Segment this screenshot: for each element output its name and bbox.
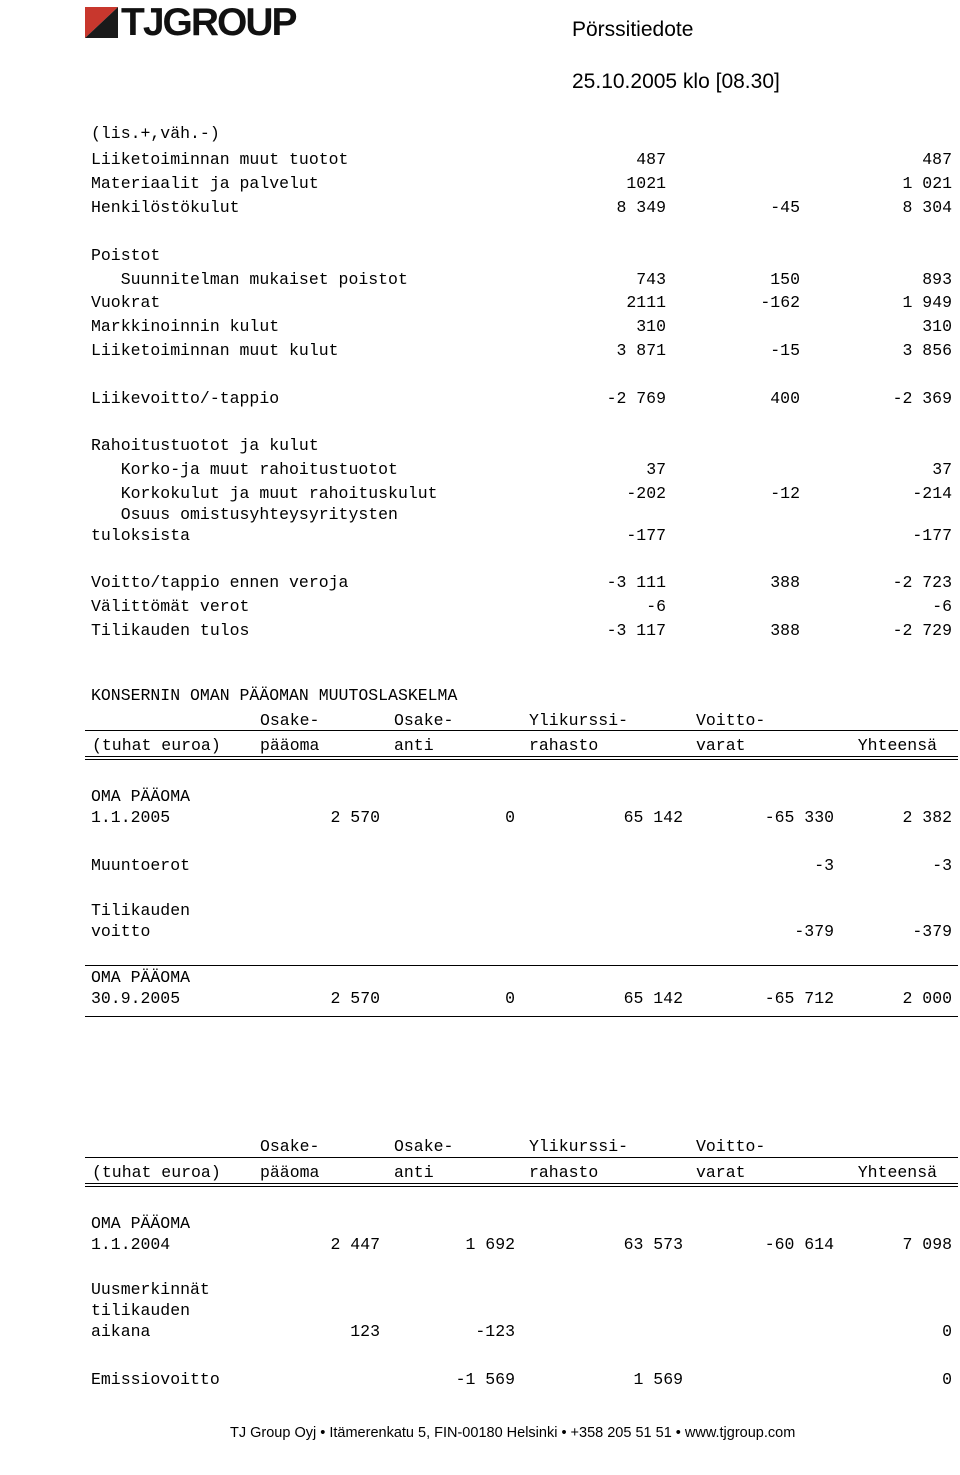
income-row-label: Suunnitelman mukaiset poistot bbox=[91, 270, 408, 289]
income-value-a: -3 111 bbox=[606, 573, 666, 592]
income-value-b: 388 bbox=[770, 573, 800, 592]
equity-cell: 1 569 bbox=[633, 1370, 683, 1389]
income-row-label: Henkilöstökulut bbox=[91, 198, 240, 217]
column-header-bottom: rahasto bbox=[529, 736, 599, 755]
income-row-label: Vuokrat bbox=[91, 293, 161, 312]
income-value-b: -162 bbox=[760, 293, 800, 312]
equity-cell: 2 570 bbox=[330, 989, 380, 1008]
column-header-bottom: rahasto bbox=[529, 1163, 599, 1182]
row-label: voitto bbox=[91, 922, 151, 941]
equity-cell: 7 098 bbox=[902, 1235, 952, 1254]
row-label: OMA PÄÄOMA bbox=[91, 787, 191, 806]
row-label: tilikauden bbox=[91, 1301, 191, 1320]
column-header-top: Osake- bbox=[394, 711, 454, 730]
row-label: 30.9.2005 bbox=[91, 989, 181, 1008]
document-type: Pörssitiedote bbox=[572, 18, 694, 41]
column-header-bottom: Yhteensä bbox=[857, 1163, 937, 1182]
income-value-a: -177 bbox=[626, 526, 666, 545]
income-value-total: -6 bbox=[932, 597, 952, 616]
income-value-total: -2 369 bbox=[892, 389, 952, 408]
row-label: OMA PÄÄOMA bbox=[91, 1214, 191, 1233]
footer-contact: TJ Group Oyj • Itämerenkatu 5, FIN-00180 Helsinki • +358 205 51 51 • www.tjgroup.com bbox=[230, 1425, 796, 1441]
income-value-total: -2 729 bbox=[892, 621, 952, 640]
income-row-label: Materiaalit ja palvelut bbox=[91, 174, 319, 193]
income-value-b: -12 bbox=[770, 484, 800, 503]
column-header-top: Voitto- bbox=[696, 1137, 766, 1156]
document-date: 25.10.2005 klo [08.30] bbox=[572, 70, 780, 93]
income-row-label: Poistot bbox=[91, 246, 161, 265]
income-row-label: Tilikauden tulos bbox=[91, 621, 250, 640]
income-value-b: -45 bbox=[770, 198, 800, 217]
income-row-label: Liiketoiminnan muut kulut bbox=[91, 341, 339, 360]
column-header-top: Osake- bbox=[260, 711, 320, 730]
income-value-total: 487 bbox=[922, 150, 952, 169]
row-label: Muuntoerot bbox=[91, 856, 191, 875]
income-value-b: -15 bbox=[770, 341, 800, 360]
column-header-bottom: anti bbox=[394, 1163, 434, 1182]
income-value-total: 37 bbox=[932, 460, 952, 479]
equity-cell: -123 bbox=[475, 1322, 515, 1341]
row-label: Uusmerkinnät bbox=[91, 1280, 210, 1299]
equity-cell: -379 bbox=[912, 922, 952, 941]
column-header-bottom: anti bbox=[394, 736, 434, 755]
equity-cell: -1 569 bbox=[455, 1370, 515, 1389]
income-row-label: Liikevoitto/-tappio bbox=[91, 389, 280, 408]
income-row-label: Välittömät verot bbox=[91, 597, 250, 616]
column-header-top: Osake- bbox=[260, 1137, 320, 1156]
income-value-a: -3 117 bbox=[606, 621, 666, 640]
equity-cell: 65 142 bbox=[623, 808, 683, 827]
equity-cell: -3 bbox=[932, 856, 952, 875]
income-note: (lis.+,väh.-) bbox=[91, 124, 220, 143]
row-label: aikana bbox=[91, 1322, 151, 1341]
income-row-label: Korkokulut ja muut rahoituskulut bbox=[91, 484, 438, 503]
income-value-a: 3 871 bbox=[616, 341, 666, 360]
income-row-label: Liiketoiminnan muut tuotot bbox=[91, 150, 349, 169]
column-header-top: Ylikurssi- bbox=[529, 711, 629, 730]
equity-cell: 65 142 bbox=[623, 989, 683, 1008]
equity-cell: 123 bbox=[350, 1322, 380, 1341]
row-label: Emissiovoitto bbox=[91, 1370, 220, 1389]
equity-cell: 0 bbox=[942, 1370, 952, 1389]
income-value-b: 150 bbox=[770, 270, 800, 289]
column-header-bottom: Yhteensä bbox=[857, 736, 937, 755]
income-value-b: 400 bbox=[770, 389, 800, 408]
income-value-total: 8 304 bbox=[902, 198, 952, 217]
column-header-bottom: varat bbox=[696, 1163, 746, 1182]
unit-label: (tuhat euroa) bbox=[92, 736, 221, 755]
income-row-label: Korko-ja muut rahoitustuotot bbox=[91, 460, 398, 479]
equity-cell: 0 bbox=[505, 989, 515, 1008]
income-value-a: -6 bbox=[646, 597, 666, 616]
column-header-bottom: varat bbox=[696, 736, 746, 755]
income-value-total: 310 bbox=[922, 317, 952, 336]
income-value-a: -202 bbox=[626, 484, 666, 503]
column-header-top: Voitto- bbox=[696, 711, 766, 730]
income-value-a: -2 769 bbox=[606, 389, 666, 408]
income-value-a: 2111 bbox=[626, 293, 666, 312]
column-header-bottom: pääoma bbox=[260, 736, 320, 755]
equity-cell: 1 692 bbox=[465, 1235, 515, 1254]
row-label: Tilikauden bbox=[91, 901, 191, 920]
income-value-total: -214 bbox=[912, 484, 952, 503]
column-header-bottom: pääoma bbox=[260, 1163, 320, 1182]
equity-cell: 2 570 bbox=[330, 808, 380, 827]
equity-cell: 2 447 bbox=[330, 1235, 380, 1254]
unit-label: (tuhat euroa) bbox=[92, 1163, 221, 1182]
income-value-a: 487 bbox=[636, 150, 666, 169]
income-value-total: 1 949 bbox=[902, 293, 952, 312]
income-value-a: 37 bbox=[646, 460, 666, 479]
income-row-label: Voitto/tappio ennen veroja bbox=[91, 573, 349, 592]
income-row-label: Markkinoinnin kulut bbox=[91, 317, 280, 336]
row-label: OMA PÄÄOMA bbox=[91, 968, 191, 987]
income-value-a: 8 349 bbox=[616, 198, 666, 217]
row-label: 1.1.2004 bbox=[91, 1235, 171, 1254]
equity-cell: -3 bbox=[814, 856, 834, 875]
equity-cell: -379 bbox=[794, 922, 834, 941]
column-header-top: Osake- bbox=[394, 1137, 454, 1156]
equity-cell: -65 330 bbox=[764, 808, 834, 827]
income-value-total: 3 856 bbox=[902, 341, 952, 360]
income-value-a: 310 bbox=[636, 317, 666, 336]
equity-cell: 0 bbox=[505, 808, 515, 827]
equity-cell: -65 712 bbox=[764, 989, 834, 1008]
income-value-b: 388 bbox=[770, 621, 800, 640]
company-logo: TJGROUP bbox=[121, 1, 296, 44]
income-value-total: 1 021 bbox=[902, 174, 952, 193]
income-value-total: -177 bbox=[912, 526, 952, 545]
equity-cell: 0 bbox=[942, 1322, 952, 1341]
row-label: 1.1.2005 bbox=[91, 808, 171, 827]
income-value-a: 1021 bbox=[626, 174, 666, 193]
income-row-label: Osuus omistusyhteysyritysten bbox=[91, 505, 398, 524]
equity-title: KONSERNIN OMAN PÄÄOMAN MUUTOSLASKELMA bbox=[91, 686, 458, 705]
income-row-label: Rahoitustuotot ja kulut bbox=[91, 436, 319, 455]
equity-cell: 63 573 bbox=[623, 1235, 683, 1254]
income-value-total: 893 bbox=[922, 270, 952, 289]
income-row-label: tuloksista bbox=[91, 526, 191, 545]
column-header-top: Ylikurssi- bbox=[529, 1137, 629, 1156]
income-value-total: -2 723 bbox=[892, 573, 952, 592]
equity-cell: 2 000 bbox=[902, 989, 952, 1008]
income-value-a: 743 bbox=[636, 270, 666, 289]
equity-cell: 2 382 bbox=[902, 808, 952, 827]
equity-cell: -60 614 bbox=[764, 1235, 834, 1254]
